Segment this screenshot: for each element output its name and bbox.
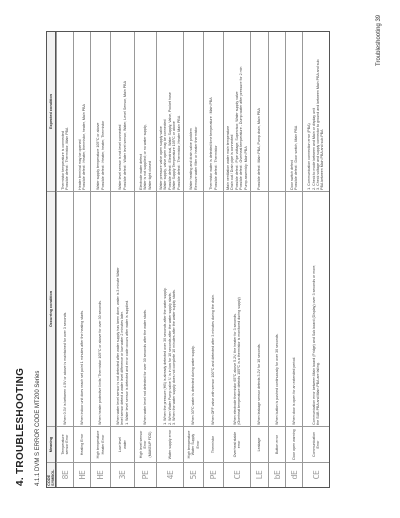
error-code: dE	[289, 470, 299, 480]
table-header-row	[47, 32, 56, 487]
error-meaning: Door open warning	[286, 427, 302, 463]
expected-condition	[269, 32, 285, 192]
occurring-condition: When indoor unit does reach set point 1 minutes after the heating starts.	[74, 192, 90, 427]
error-code: 8E	[60, 470, 70, 480]
expected-condition: Thermistor water is detected time temperature : Main PBA Possible defect : Thermistor	[204, 32, 223, 192]
expected-condition: Electrode water defect Water is not supplied; or no water supply, Water tight closed	[135, 32, 156, 192]
table-row	[56, 32, 73, 487]
expected-condition: Water pressure valve open supply valve Water supply, valve open may be connected Possible defect : Electrical, Water Supply, Valve, Pocket hose Water Supply Temperature 105°C or above Possible defect : Thermistor, Heater Main PBA	[157, 32, 183, 192]
table-row	[90, 32, 110, 487]
error-code: 4E	[165, 470, 175, 480]
occurring-condition: When electrode thermistor 65°C above 5.2V, the heater for 3 seconds. (Overheat temperature detects 105°C is a thermistor is monitored during supply)	[224, 192, 250, 427]
expected-condition: Door switch defect Possible defect : Door switch, Main PBA	[286, 32, 302, 192]
table-row	[302, 32, 329, 487]
error-code-table	[46, 31, 330, 488]
expected-condition: Main ventilation water main temperature Drain out / Drain pipe is connected Possible defect : Pipe voltage, Supervisor, Water supply valve Possible defect : Overheat temperature - Dump water after pressure for 2 min Pump assembly: Main PBA	[224, 32, 250, 192]
occurring-condition: When door is open for an extended period.	[286, 192, 302, 427]
table-row	[134, 32, 156, 487]
table-row	[73, 32, 90, 487]
column-header-expected: Expected condition	[47, 32, 55, 192]
table-row	[183, 32, 203, 487]
table-row	[223, 32, 250, 487]
error-meaning: Temperature sensor Error	[57, 427, 73, 463]
column-header-meaning: Meaning	[47, 427, 55, 463]
error-meaning: Button error	[269, 427, 285, 463]
expected-condition: Water supply temperature 105°C or above Possible defect : Heater, heater, Thermistor	[91, 32, 110, 192]
error-code: HE	[96, 470, 105, 480]
expected-condition: 1. Communication connection error (PBA) 2. Check to mode between and Main or display unit 3. Check voltage and supply connector to ground and between Main PBA and sub PBA between Main PBA and sub PBA	[303, 32, 329, 192]
error-code: bE	[272, 470, 282, 480]
error-code: CE	[232, 470, 242, 480]
occurring-condition: 1. When the pressure (HB) is already detected over 30 seconds after the water supply. 2. When Water Pump valve 'L' is in low for 10 seconds after the water supply starts. 3. When the water supply does not complete 10 minutes after the water supply starts.	[157, 192, 183, 427]
error-meaning: Low level water	[111, 427, 134, 463]
error-meaning: Leakage	[251, 427, 268, 463]
occurring-condition: When button is pushed continuously for over 30 seconds.	[269, 192, 285, 427]
error-code: PE	[209, 470, 218, 480]
error-meaning: Water supply error	[157, 427, 183, 463]
occurring-condition: When water level not detected for over 30 seconds after the water starts.	[135, 192, 156, 427]
error-meaning: High temperature Heater Error	[91, 427, 110, 463]
page-title: 4. TROUBLESHOOTING	[15, 367, 26, 486]
table-row	[285, 32, 302, 487]
error-code: CE	[311, 470, 321, 480]
column-header-condition: Occurring condition	[47, 192, 55, 427]
error-meaning: High temperature Water Supply Error	[184, 427, 203, 463]
error-meaning: High level sensor Error (MAKEUP FDD)	[135, 427, 156, 463]
error-meaning: Communication Error	[303, 427, 329, 463]
error-code: 3E	[118, 470, 127, 480]
occurring-condition: When OFF valve with sensor 100°C and detected after 3 minutes during the drain.	[204, 192, 223, 427]
error-meaning: Thermistor	[204, 427, 223, 463]
error-code: HE	[77, 470, 87, 480]
expected-condition: Possible defect : Main PBA, Pump drain, Main PBA	[251, 32, 268, 192]
occurring-condition: When 30°C water is detected during water supply.	[184, 192, 203, 427]
table-row	[250, 32, 268, 487]
section-subtitle: 4.1.1 DVM S ERROR CODE MT200 Series	[35, 370, 41, 486]
table-row	[203, 32, 223, 487]
error-code: LE	[255, 470, 264, 480]
occurring-condition: Communication error between Main board (Fridge) and Sub board (Display) over 3 seconds or more, the SUB PBA and Main PBA are failing.	[303, 192, 329, 427]
expected-condition: Water heating and drain valve problem Remove water filter or heater thermistor	[184, 32, 203, 192]
error-meaning: Heating Error	[74, 427, 90, 463]
occurring-condition: When 0.3V is between 4.5V or above is maintained for over 3 seconds.	[57, 192, 73, 427]
expected-condition: Water level sensor is not level connected Possible defect : Water level sensor, Water, Level Sensor, Main PBA	[111, 32, 134, 192]
page-number: Troubleshooting 39	[376, 14, 382, 66]
table-row	[156, 32, 183, 487]
occurring-condition: When leakage sensor detects 3.2V for 10 seconds.	[251, 192, 268, 427]
occurring-condition: When water level sensor is not detected after water supply has been done, water is 3 minute Water level sensor detect a water level difference or low water 2 minutes later. 1. Water level sensor is detected and error code occurs after water is supplied.	[111, 192, 134, 427]
table-row	[268, 32, 285, 487]
error-code: PE	[141, 470, 150, 480]
error-meaning: Overheat stable error	[224, 427, 250, 463]
error-code: 5E	[189, 470, 198, 480]
table-row	[110, 32, 134, 487]
expected-condition: Thermistor temperature is connected Possible defect : Thermistor, Main PBA	[57, 32, 73, 192]
column-header-code: CODE SYMBOL	[46, 469, 55, 486]
expected-condition: Heater terminal may be opened Possible defect : Heater, thermistor, heater, Main PBA	[74, 32, 90, 192]
occurring-condition: When heater protective limits 'Thermistor 105°C or above for over 30 seconds.	[91, 192, 110, 427]
